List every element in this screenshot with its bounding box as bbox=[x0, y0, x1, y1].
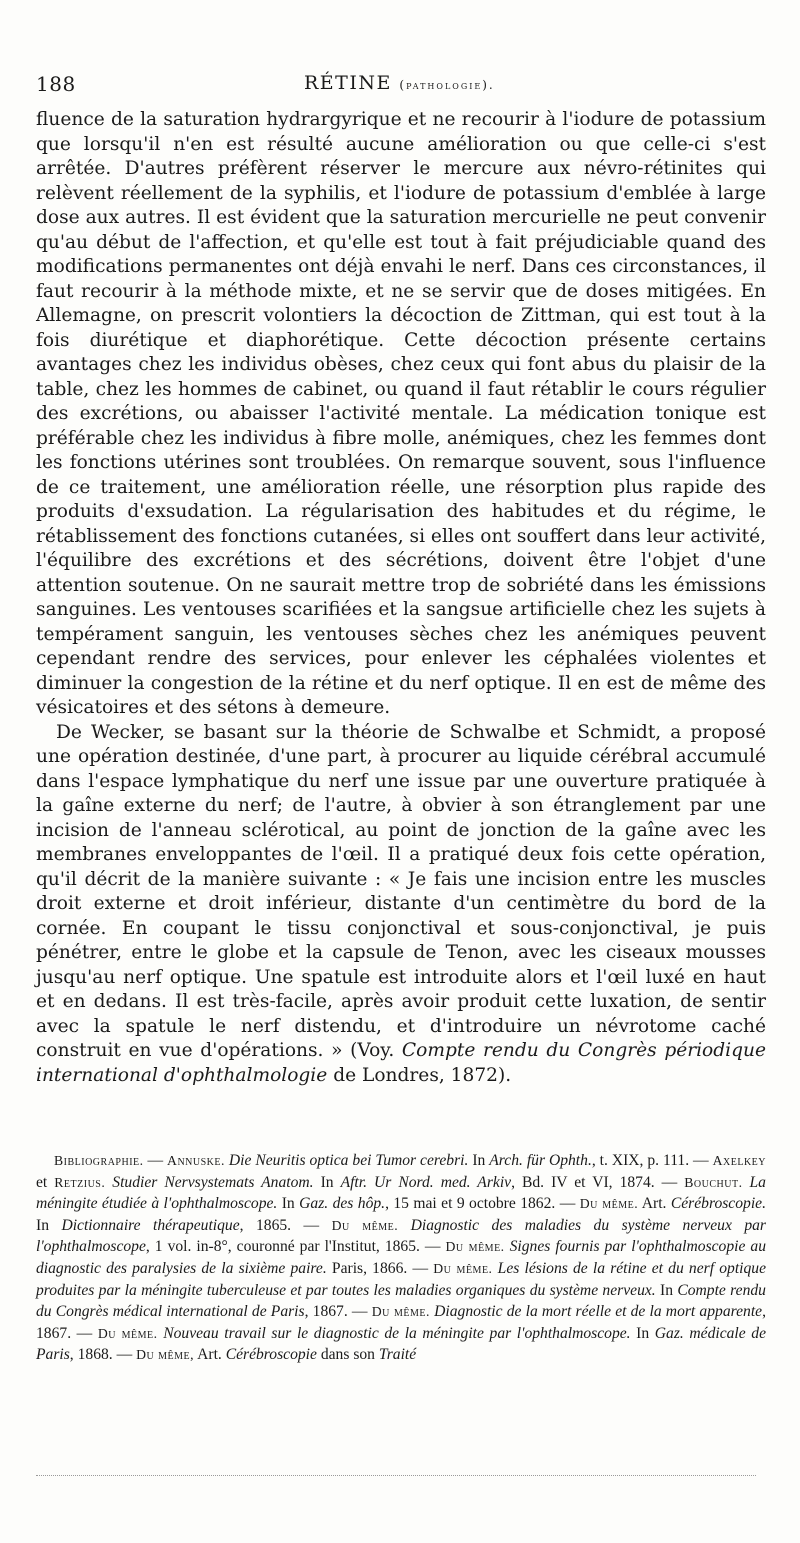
bibliography bbox=[36, 1150, 766, 1366]
bib-author: Axelkey bbox=[712, 1153, 766, 1168]
bib-title: Cérébroscopie bbox=[225, 1346, 317, 1364]
bib-journal: Aftr. Ur Nord. med. Arkiv bbox=[340, 1173, 512, 1191]
bib-separator: et bbox=[36, 1173, 55, 1191]
main-text bbox=[36, 108, 766, 1088]
bottom-page-rule bbox=[36, 1475, 756, 1476]
bib-title: Traité bbox=[378, 1346, 417, 1364]
bib-separator: Art. bbox=[194, 1346, 226, 1364]
bib-separator: dans son bbox=[316, 1346, 379, 1364]
paragraph-1: fluence de la saturation hydrargyrique et ne recourir à l'iodure de potassium que lorsqu'il n'en est résulté aucune amélioration ou que celle-ci s'est arrêtée. D'autres préfèrent réserver le mercure aux névro-rétinites qui relèvent réellement de la syphilis, et l'iodure de potassium d'emblée à large dose aux autres. Il est évident que la saturation mercurielle ne peut convenir qu'au début de l'affection, et qu'elle est tout à fait préjudiciable quand des modifications permanentes ont déjà envahi le nerf. Dans ces circonstances, il faut recourir à la méthode mixte, et ne se servir que de doses mitigées. En Allemagne, on prescrit volontiers la décoction de Zittman, qui est tout à la fois diurétique et diaphorétique. Cette décoction présente certains avantages chez les individus obèses, chez ceux qui font abus du plaisir de la table, chez les hommes de cabinet, ou quand il faut rétablir le cours régulier des excrétions, ou abaisser l'activité mentale. La médication tonique est préférable chez les individus à fibre molle, anémiques, chez les femmes dont les fonctions utérines sont troublées. On remarque souvent, sous l'influence de ce traitement, une amélioration réelle, une résorption plus rapide des produits d'exsudation. La régularisation des habitudes et du régime, le rétablissement des fonctions cutanées, si elles ont souffert dans leur activité, l'équilibre des excrétions et des sécrétions, doivent être l'objet d'une attention soutenue. On ne saurait mettre trop de sobriété dans les émissions sanguines. Les ventouses scarifiées et la sangsue artificielle chez les sujets à tempérament sanguin, les ventouses sèches chez les anémiques peuvent cependant rendre des services, pour enlever les céphalées violentes et diminuer la congestion de la rétine et du nerf optique. Il en est de même des vésicatoires et des sétons à demeure. bbox=[36, 109, 766, 718]
bib-journal: Gaz. médicale de Paris bbox=[36, 1324, 766, 1364]
bib-title: Cérébroscopie. bbox=[670, 1195, 766, 1213]
paragraph-2-reference-title: Compte rendu du Congrès périodique international d'ophthalmologie bbox=[36, 1040, 766, 1086]
bib-title: Diagnostic de la mort réelle et de la mort apparente bbox=[434, 1303, 763, 1321]
bib-title: Les lésions de la rétine et du nerf optique produites par la méningite tuberculeuse et par toutes les maladies organiques du système nerveux. bbox=[36, 1259, 766, 1299]
bib-separator: , 1 vol. in-8°, couronné par l'Institut, 1865. — bbox=[145, 1238, 446, 1256]
bib-title: La méningite étudiée à l'ophthalmoscope. bbox=[36, 1173, 766, 1213]
bib-separator: Paris, 1866. — bbox=[326, 1259, 434, 1277]
bib-separator: In bbox=[655, 1281, 678, 1299]
running-header bbox=[36, 72, 766, 102]
page-number: 188 bbox=[36, 72, 76, 96]
bib-author: Du même. bbox=[579, 1196, 639, 1212]
bib-separator: , 1867. — bbox=[36, 1303, 766, 1342]
bib-author: Du même. bbox=[433, 1260, 493, 1276]
running-title-sub: (pathologie). bbox=[399, 78, 495, 92]
running-title-main: RÉTINE bbox=[304, 72, 392, 94]
bib-separator: In bbox=[36, 1216, 62, 1234]
bibliography-paragraph bbox=[36, 1150, 766, 1366]
bib-separator: Art. bbox=[638, 1195, 671, 1213]
bib-title: Diagnostic des maladies du système nerveux par l'ophthalmoscope bbox=[36, 1216, 766, 1256]
paragraph-2-reference-tail: de Londres, 1872). bbox=[333, 1064, 512, 1086]
bib-separator: , 15 mai et 9 octobre 1862. — bbox=[385, 1195, 580, 1213]
bib-title: Signes fournis par l'ophthalmoscopie au diagnostic des paralysies de la sixième paire. bbox=[36, 1238, 767, 1277]
bib-separator: In bbox=[313, 1173, 341, 1191]
bib-separator: , 1868. — bbox=[69, 1346, 137, 1364]
bib-author: Du même. bbox=[331, 1217, 399, 1233]
bib-author: Du même. bbox=[97, 1325, 158, 1341]
running-title bbox=[304, 72, 495, 94]
bib-separator: In bbox=[277, 1195, 300, 1213]
bib-separator: , 1865. — bbox=[239, 1216, 332, 1234]
bib-separator: — bbox=[143, 1152, 168, 1169]
bib-title: Nouveau travail sur le diagnostic de la méningite par l'ophthalmoscope. bbox=[163, 1324, 631, 1342]
bib-title: Die Neuritis optica bei Tumor cerebri. bbox=[228, 1152, 469, 1169]
bib-journal: Gaz. des hôp. bbox=[299, 1195, 386, 1213]
bib-separator: In bbox=[630, 1324, 655, 1342]
bib-separator: In bbox=[468, 1152, 490, 1169]
bib-author: Annuske. bbox=[167, 1153, 225, 1168]
paragraph-2 bbox=[36, 721, 766, 1089]
bib-separator: , t. XIX, p. 111. — bbox=[591, 1152, 713, 1169]
bib-journal: Compte rendu du Congrès médical international de Paris bbox=[36, 1281, 766, 1321]
bib-author: Retzius. bbox=[54, 1174, 106, 1190]
bib-separator: , Bd. IV et VI, 1874. — bbox=[511, 1173, 685, 1191]
bib-journal: Dictionnaire thérapeutique bbox=[61, 1216, 240, 1234]
bib-separator: , 1867. — bbox=[304, 1303, 372, 1321]
bib-author: Du même. bbox=[445, 1239, 505, 1255]
bib-title: Studier Nervsystemats Anatom. bbox=[112, 1173, 314, 1191]
paragraph-2-main: De Wecker, se basant sur la théorie de Schwalbe et Schmidt, a proposé une opération destinée, d'une part, à procurer au liquide cérébral accumulé dans l'espace lymphatique du nerf une issue par une ouverture pratiquée à la gaîne externe du nerf; de l'autre, à obvier à son étranglement par une incision de l'anneau sclérotical, au point de jonction de la gaîne avec les membranes enveloppantes de l'œil. Il a pratiqué deux fois cette opération, qu'il décrit de la manière suivante : « Je fais une incision entre les muscles droit externe et droit inférieur, distante d'un centimètre du bord de la cornée. En coupant le tissu conjonctival et sous-conjonctival, je puis pénétrer, entre le globe et la capsule de Tenon, avec les ciseaux mousses jusqu'au nerf optique. Une spatule est introduite alors et l'œil luxé en haut et en dedans. Il est très-facile, après avoir produit cette luxation, de sentir avec la spatule le nerf distendu, et d'introduire un névrotome caché construit en vue d'opérations. » (Voy. bbox=[36, 721, 766, 1061]
bibliography-label: Bibliographie. bbox=[54, 1153, 144, 1168]
bib-author: Du même, bbox=[136, 1347, 195, 1363]
bib-author: Du même. bbox=[371, 1304, 430, 1320]
bib-journal: Arch. für Ophth. bbox=[489, 1152, 592, 1169]
bib-author: Bouchut. bbox=[684, 1174, 743, 1190]
